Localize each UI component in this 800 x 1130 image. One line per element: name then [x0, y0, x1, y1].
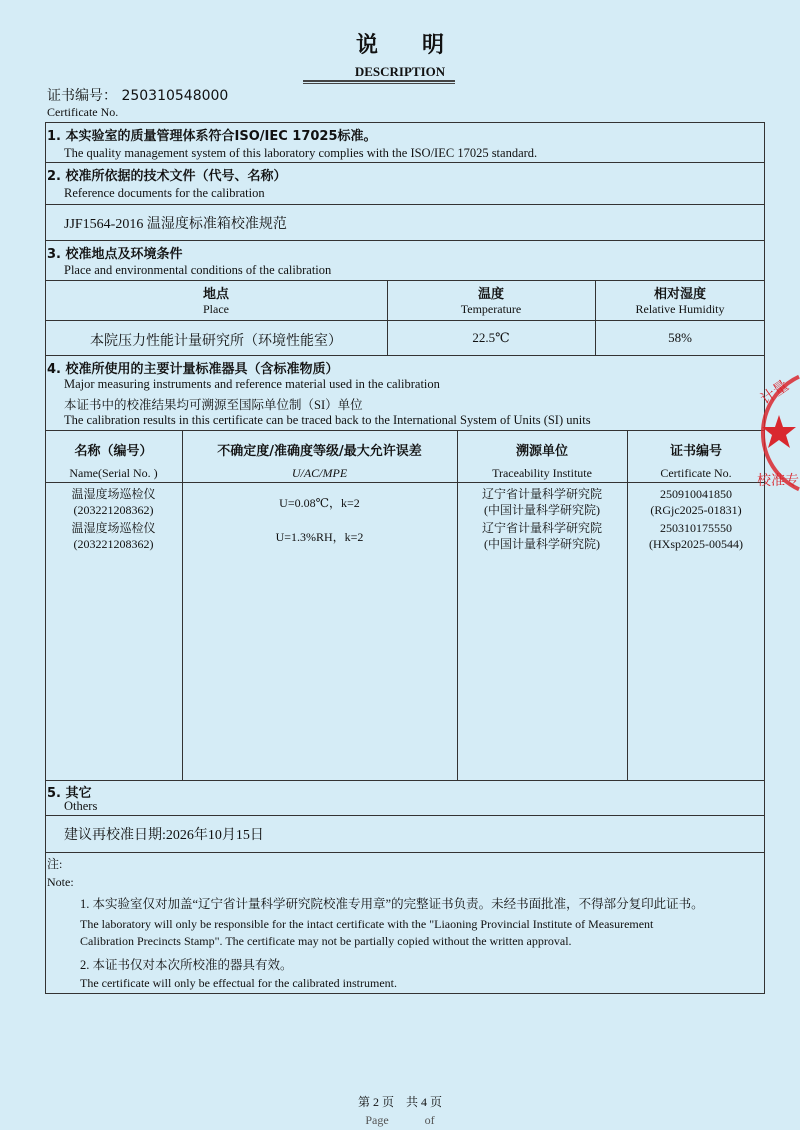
reference-document: JJF1564-2016 温湿度标准箱校准规范: [64, 217, 287, 232]
humidity-header: 相对湿度: [653, 287, 706, 302]
certificate-header: 证书编号: [669, 444, 722, 459]
name-header: 名称（编号）: [74, 444, 153, 459]
section-2-title: 2. 校准所依据的技术文件（代号、名称）: [47, 169, 287, 184]
uncertainty-header: 不确定度/准确度等级/最大允许误差: [217, 444, 422, 459]
section-4-text: Major measuring instruments and reference material used in the calibration: [64, 377, 440, 391]
section-4-title: 4. 校准所使用的主要计量标准器具（含标准物质）: [47, 362, 339, 377]
institute-header: 溯源单位: [515, 444, 568, 459]
institute-cell: [457, 486, 627, 518]
divider: [45, 355, 765, 356]
note-2-cn: 2. 本证书仅对本次所校准的器具有效。: [80, 958, 293, 972]
temperature-value: 22.5℃: [472, 330, 510, 345]
divider: [45, 852, 765, 853]
certificate-number-label-cn: 证书编号：: [47, 88, 117, 104]
instrument-name-cell: [45, 520, 182, 552]
temperature-header-en: Temperature: [460, 302, 522, 316]
institute-name: 辽宁省计量科学研究院: [481, 487, 602, 501]
certificate-no: 250910041850: [660, 487, 732, 501]
divider: [45, 240, 765, 241]
certificate-cell: [627, 486, 765, 518]
section-3-text: Place and environmental conditions of the calibration: [64, 263, 332, 277]
note-1-en: The laboratory will only be responsible for the intact certificate with the "Liaoning Provincial Institute of Measurement: [80, 917, 654, 931]
divider: [45, 482, 765, 483]
page-number: 第 2 页 共 4 页: [357, 1095, 442, 1109]
column-divider: [627, 430, 628, 780]
note-1-cn: 1. 本实验室仅对加盖“辽宁省计量科学研究院校准专用章”的完整证书负责。未经书面批准，不得部分复印此证书。: [80, 897, 704, 911]
certificate-number-value: 250310548000: [121, 88, 229, 104]
place-header: 地点: [202, 287, 229, 302]
section-1-text: The quality management system of this laboratory complies with the ISO/IEC 17025 standard.: [64, 146, 538, 160]
certificate-header-en: Certificate No.: [660, 466, 732, 480]
divider: [45, 815, 765, 816]
note-1-en-2: Calibration Precincts Stamp". The certificate may not be partially copied without the written approval.: [80, 934, 572, 948]
humidity-header-en: Relative Humidity: [635, 302, 725, 316]
calibration-stamp: [755, 365, 800, 500]
notes-label: 注:: [47, 857, 63, 871]
section-5-text: Others: [64, 799, 98, 813]
divider: [45, 162, 765, 163]
section-1-title: 1. 本实验室的质量管理体系符合ISO/IEC 17025标准。: [47, 129, 377, 144]
place-value: 本院压力性能计量研究所（环境性能室）: [90, 334, 342, 349]
section-5-title: 5. 其它: [47, 786, 92, 801]
page-subtitle: DESCRIPTION: [354, 64, 446, 79]
title-underline: [303, 80, 455, 84]
section-3-title: 3. 校准地点及环境条件: [47, 247, 183, 262]
page-number-en: Page of: [365, 1113, 435, 1127]
instrument-name: 温湿度场巡检仪: [71, 487, 156, 501]
divider: [45, 320, 765, 321]
certificate-no-2: (HXsp2025-00544): [649, 537, 743, 551]
instrument-serial: (203221208362): [73, 537, 154, 551]
certificate-no-2: (RGjc2025-01831): [650, 503, 742, 517]
uncertainty-value: U=0.08℃，k=2: [279, 496, 360, 510]
temperature-header: 温度: [477, 287, 504, 302]
institute-name: 辽宁省计量科学研究院: [481, 521, 602, 535]
certificate-cell: [627, 520, 765, 552]
institute-cell: [457, 520, 627, 552]
uncertainty-header-en: U/AC/MPE: [291, 466, 348, 480]
institute-name-2: (中国计量科学研究院): [484, 537, 600, 551]
divider: [45, 430, 765, 431]
certificate-number-label: Certificate No.: [47, 105, 119, 119]
institute-header-en: Traceability Institute: [492, 466, 592, 480]
certificate-no: 250310175550: [660, 521, 732, 535]
humidity-value: 58%: [668, 330, 692, 345]
section-4-traceability-cn: 本证书中的校准结果均可溯源至国际单位制（SI）单位: [64, 398, 363, 412]
svg-text:计量: 计量: [756, 376, 792, 409]
svg-text:校准专: 校准专: [757, 473, 799, 489]
institute-name-2: (中国计量科学研究院): [484, 503, 600, 517]
divider: [45, 204, 765, 205]
page-title: 说 明: [355, 33, 444, 58]
place-header-en: Place: [203, 302, 229, 316]
note-2-en: The certificate will only be effectual for the calibrated instrument.: [80, 976, 397, 990]
section-2-text: Reference documents for the calibration: [64, 186, 265, 200]
notes-label-en: Note:: [47, 875, 74, 889]
uncertainty-value: U=1.3%RH，k=2: [275, 530, 364, 544]
recalibration-date: 建议再校准日期:2026年10月15日: [64, 828, 264, 843]
divider: [45, 780, 765, 781]
name-header-en: Name(Serial No. ): [69, 466, 158, 480]
section-4-traceability-en: The calibration results in this certificate can be traced back to the International System of Units (SI) units: [64, 413, 591, 427]
instrument-serial: (203221208362): [73, 503, 154, 517]
column-divider: [457, 430, 458, 780]
divider: [45, 280, 765, 281]
certificate-number: [47, 85, 228, 105]
instrument-name-cell: [45, 486, 182, 518]
instrument-name: 温湿度场巡检仪: [71, 521, 156, 535]
column-divider: [182, 430, 183, 780]
